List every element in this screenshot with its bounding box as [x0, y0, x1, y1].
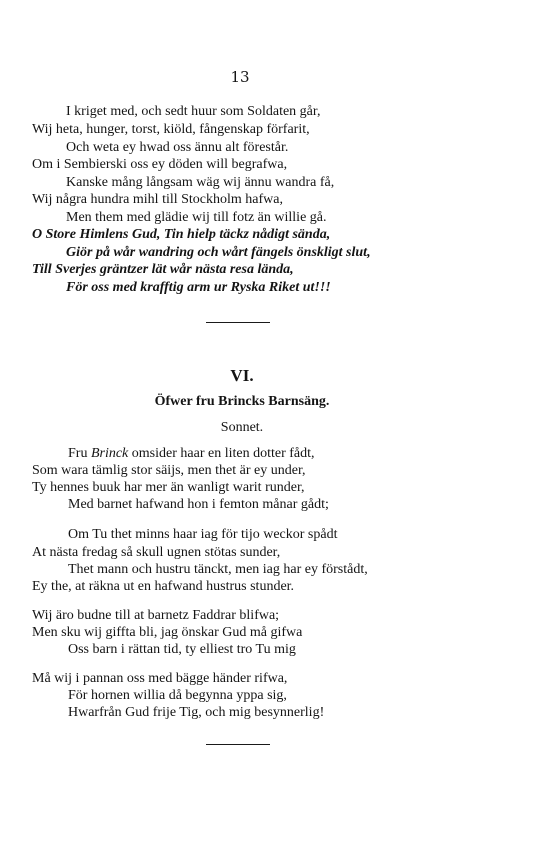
sonnet-line: För hornen willia då begynna yppa sig,: [68, 688, 287, 703]
poem-line: Wij heta, hunger, torst, kiöld, fångenskap förfarit,: [32, 122, 310, 137]
poem-line: Om i Sembierski oss ey döden will begrafwa,: [32, 157, 288, 172]
sonnet-line: Wij äro budne till at barnetz Faddrar blifwa;: [32, 608, 280, 623]
sonnet-line: [68, 446, 315, 462]
sonnet-line: Hwarfrån Gud frije Tig, och mig besynnerlig!: [68, 705, 325, 720]
poem-line: O Store Himlens Gud, Tin hielp täckz nådigt sända,: [32, 227, 331, 242]
poem-line: Giör på wår wandring och wårt fängels önskligt slut,: [66, 245, 371, 260]
poem-line: Kanske mång långsam wäg wij ännu wandra få,: [66, 175, 335, 190]
section-title: Öfwer fru Brincks Barnsäng.: [154, 394, 330, 409]
page-number: 13: [230, 68, 250, 86]
poem-line: För oss med krafftig arm ur Ryska Riket ut!!!: [66, 280, 331, 295]
sonnet-line: Som wara tämlig stor säijs, men thet är ey under,: [32, 463, 306, 478]
sonnet-line: Thet mann och hustru tänckt, men iag har ey förstådt,: [68, 562, 368, 577]
sonnet-line: At nästa fredag så skull ugnen stötas sunder,: [32, 545, 281, 560]
person-name: Brinck: [90, 446, 129, 461]
sonnet-line: Ey the, at räkna ut en hafwand hustrus stunder.: [32, 579, 295, 594]
section-divider: [206, 322, 270, 323]
section-divider: [206, 744, 270, 745]
poem-line: Wij några hundra mihl till Stockholm hafwa,: [32, 192, 283, 207]
sonnet-text: Fru: [68, 446, 91, 461]
sonnet-line: Ty hennes buuk har mer än wanligt warit runder,: [32, 480, 305, 495]
poem-line: I kriget med, och sedt huur som Soldaten går,: [66, 104, 321, 119]
sonnet-line: Må wij i pannan oss med bägge händer rifwa,: [32, 671, 288, 686]
poem-line: Men them med glädie wij till fotz än willie gå.: [66, 210, 327, 225]
sonnet-line: Om Tu thet minns haar iag för tijo weckor spådt: [68, 527, 338, 542]
sonnet-line: Oss barn i rättan tid, ty elliest tro Tu mig: [68, 642, 296, 657]
sonnet-line: Med barnet hafwand hon i femton månar gådt;: [68, 497, 329, 512]
poem-line: Till Sverjes gräntzer lät wår nästa resa lända,: [32, 262, 294, 277]
section-subtitle: Sonnet.: [220, 420, 264, 435]
sonnet-line: Men sku wij giffta bli, jag önskar Gud må gifwa: [32, 625, 303, 640]
sonnet-text: omsider haar en liten dotter fådt,: [128, 446, 315, 461]
poem-line: Och weta ey hwad oss ännu alt förestår.: [66, 140, 289, 155]
section-number: VI.: [230, 366, 254, 385]
